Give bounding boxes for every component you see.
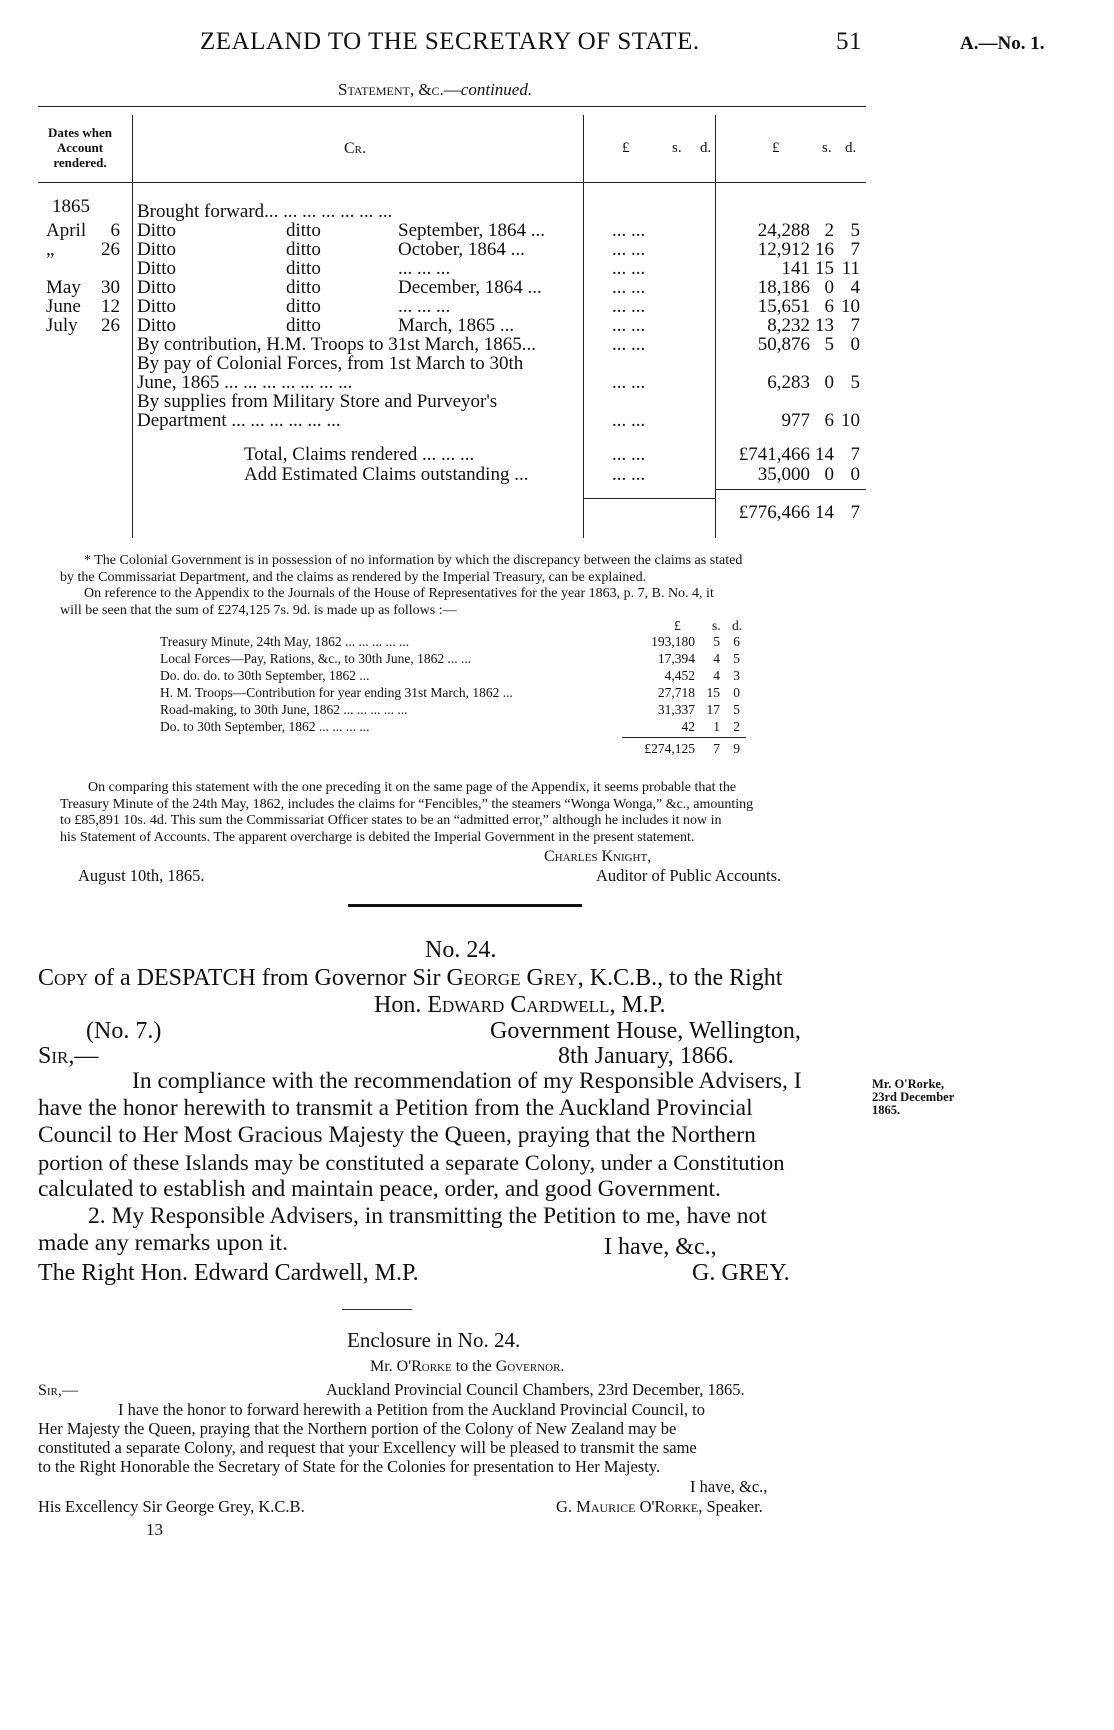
- breakdown-pounds: 4,452: [664, 668, 695, 683]
- enclosure-from-governor: Governor.: [495, 1358, 565, 1375]
- statement-row: [0, 410, 1114, 430]
- row-item-ditto: ditto: [286, 220, 321, 241]
- despatch-line-2: have the honor herewith to transmit a Petition from the Auckland Provincial: [38, 1095, 753, 1121]
- despatch-signature: G. GREY.: [692, 1260, 790, 1286]
- despatch-title-to: , K.C.B., to the Right: [577, 965, 783, 991]
- despatch-closing: I have, &c.,: [604, 1234, 717, 1260]
- footnote-star-l1: * The Colonial Government is in possession of no information by which the discrepancy between the claims as stated: [84, 553, 743, 568]
- row-shillings: 0: [824, 277, 834, 298]
- despatch-salutation: Sir,—: [38, 1043, 99, 1069]
- row-pounds: 141: [781, 258, 810, 279]
- estimated-row: [0, 464, 1114, 484]
- row-mid: ... ...: [612, 410, 646, 431]
- grand-total-rule: [716, 489, 866, 490]
- despatch-place: Government House, Wellington,: [490, 1018, 801, 1044]
- total-pence: 7: [850, 444, 860, 465]
- row-shillings: 0: [824, 372, 834, 393]
- despatch-no: (No. 7.): [86, 1018, 162, 1044]
- running-header-title: ZEALAND TO THE SECRETARY OF STATE.: [200, 28, 700, 55]
- enclosure-from: [370, 1358, 564, 1376]
- margin-note-l1: Mr. O'Rorke,: [872, 1077, 945, 1091]
- grand-total-row: [0, 502, 1114, 522]
- despatch-title-from: of a DESPATCH from Governor Sir: [88, 965, 447, 991]
- despatch-number: No. 24.: [425, 937, 497, 963]
- enclosure-separator: [342, 1309, 412, 1310]
- sheet-number: 13: [146, 1520, 163, 1539]
- enclosure-from-to: to the: [451, 1358, 496, 1375]
- row-pounds: 18,186: [757, 277, 810, 298]
- row-mid: ... ...: [612, 239, 646, 260]
- row-item: Ditto: [137, 220, 177, 241]
- row-item-ditto: ditto: [286, 239, 321, 260]
- despatch-copy: Copy: [38, 965, 89, 991]
- total-row: [0, 444, 1114, 464]
- col-header-dates-l1: Dates when: [48, 125, 112, 140]
- auditor-name: Charles Knight,: [544, 848, 652, 865]
- row-date-day: 26: [101, 315, 120, 336]
- breakdown-pence: 2: [733, 719, 740, 734]
- despatch-date: 8th January, 1866.: [558, 1043, 734, 1069]
- row-date-day: 6: [110, 220, 120, 241]
- col-header-shilling-2: s.: [822, 140, 832, 156]
- row-shillings: 15: [815, 258, 834, 279]
- despatch-addressee: The Right Hon. Edward Cardwell, M.P.: [38, 1260, 419, 1286]
- despatch-line-5: calculated to establish and maintain peace, order, and good Government.: [38, 1176, 721, 1202]
- despatch-governor-name: George Grey: [446, 965, 578, 991]
- row-item-period: December, 1864 ...: [398, 277, 542, 298]
- row-shillings: 5: [824, 334, 834, 355]
- despatch-body: [38, 1068, 866, 1257]
- auditor-date: August 10th, 1865.: [78, 866, 205, 885]
- grand-total-rule-mid: [584, 498, 715, 499]
- breakdown-pounds: 31,337: [657, 702, 695, 717]
- statement-title: [338, 80, 532, 100]
- comparison-paragraph: [60, 780, 878, 846]
- col-header-pound-2: £: [772, 140, 780, 156]
- statement-row: [0, 296, 1114, 316]
- breakdown-total-row: [0, 741, 1114, 761]
- statement-year: 1865: [52, 196, 90, 217]
- row-mid: ... ...: [612, 334, 646, 355]
- footnote-ref-l1: On reference to the Appendix to the Journals of the House of Representatives for the year 1863, p. 7, B. No. 4, it: [84, 586, 714, 601]
- breakdown-pence: 3: [733, 668, 740, 683]
- despatch-line-3: Council to Her Most Gracious Majesty the Queen, praying that the Northern: [38, 1122, 756, 1148]
- breakdown-header-pound: £: [674, 618, 681, 633]
- auditor-title: Auditor of Public Accounts.: [596, 866, 782, 885]
- comparison-line-4: his Statement of Accounts. The apparent overcharge is debited the Imperial Government in the present statement.: [60, 829, 695, 845]
- breakdown-total-rule: [622, 737, 746, 738]
- statement-title-continued: continued.: [460, 80, 533, 99]
- grand-total-pounds: £776,466: [738, 502, 810, 523]
- breakdown-label: Do. do. do. to 30th September, 1862 ...: [160, 668, 370, 683]
- breakdown-total-shillings: 7: [713, 741, 720, 756]
- margin-note-l3: 1865.: [872, 1103, 901, 1117]
- despatch-hon: Hon.: [374, 992, 428, 1018]
- statement-row: [0, 315, 1114, 335]
- row-shillings: 6: [824, 296, 834, 317]
- statement-row: [0, 353, 1114, 373]
- footnote-star-l2: by the Commissariat Department, and the claims as rendered by the Imperial Treasury, can be explained.: [60, 569, 647, 585]
- row-date-month: May: [46, 277, 81, 298]
- row-date-month: „: [46, 239, 55, 260]
- estimated-shillings: 0: [824, 464, 834, 485]
- row-item: Brought forward... ... ... ... ... ... ...: [137, 201, 393, 222]
- statement-row: [0, 258, 1114, 278]
- enclosure-signature: [556, 1497, 763, 1517]
- enclosure-line-4: to the Right Honorable the Secretary of State for the Colonies for presentation to Her Majesty.: [38, 1457, 661, 1476]
- breakdown-pence: 0: [733, 685, 740, 700]
- table-top-rule: [38, 106, 866, 107]
- row-pence: 5: [850, 220, 860, 241]
- total-pounds: £741,466: [738, 444, 810, 465]
- row-item-ditto: ditto: [286, 277, 321, 298]
- row-item: Ditto: [137, 258, 177, 279]
- estimated-pence: 0: [850, 464, 860, 485]
- breakdown-pence: 5: [733, 651, 740, 666]
- row-item: June, 1865 ... ... ... ... ... ... ...: [137, 372, 353, 393]
- enclosure-line-2: Her Majesty the Queen, praying that the Northern portion of the Colony of New Zealand may be: [38, 1419, 677, 1438]
- breakdown-pence: 5: [733, 702, 740, 717]
- row-item: Ditto: [137, 315, 177, 336]
- despatch-line-4: portion of these Islands may be constituted a separate Colony, under a Constitution: [38, 1150, 785, 1175]
- col-header-shilling-1: s.: [672, 140, 682, 156]
- enclosure-body: [38, 1400, 868, 1476]
- despatch-line-6: 2. My Responsible Advisers, in transmitting the Petition to me, have not: [88, 1203, 767, 1229]
- row-pence: 7: [850, 239, 860, 260]
- row-shillings: 2: [824, 220, 834, 241]
- table-header-rule: [38, 182, 866, 183]
- breakdown-pounds: 17,394: [657, 651, 695, 666]
- breakdown-shillings: 5: [713, 634, 720, 649]
- comparison-line-2: Treasury Minute of the 24th May, 1862, includes the claims for “Fencibles,” the steamers “Wonga Wonga,” &c., amounting: [60, 796, 754, 812]
- despatch-line-1: In compliance with the recommendation of my Responsible Advisers, I: [132, 1068, 802, 1094]
- col-header-pound-1: £: [622, 140, 630, 156]
- row-shillings: 6: [824, 410, 834, 431]
- despatch-title-line-2: [374, 992, 665, 1019]
- enclosure-line-3: constituted a separate Colony, and request that your Excellency will be pleased to transmit the same: [38, 1438, 697, 1457]
- row-item: By pay of Colonial Forces, from 1st March to 30th: [137, 353, 524, 374]
- grand-total-pence: 7: [850, 502, 860, 523]
- col-header-dates-l3: rendered.: [53, 155, 107, 170]
- total-mid: ... ...: [612, 444, 646, 465]
- row-item: By contribution, H.M. Troops to 31st March, 1865...: [137, 334, 537, 355]
- enclosure-salutation: Sir,—: [38, 1382, 78, 1399]
- enclosure-addressee: His Excellency Sir George Grey, K.C.B.: [38, 1497, 305, 1516]
- row-pounds: 15,651: [757, 296, 810, 317]
- total-shillings: 14: [815, 444, 834, 465]
- breakdown-shillings: 4: [713, 651, 720, 666]
- statement-row: [0, 220, 1114, 240]
- row-pounds: 977: [781, 410, 810, 431]
- row-item-period: March, 1865 ...: [398, 315, 515, 336]
- comparison-line-1: On comparing this statement with the one preceding it on the same page of the Appendix, it seems probable that the: [88, 780, 737, 795]
- col-header-cr: Cr.: [344, 140, 367, 157]
- breakdown-shillings: 1: [713, 719, 720, 734]
- row-date-month: April: [46, 220, 87, 241]
- breakdown-pounds: 27,718: [657, 685, 695, 700]
- row-item: By supplies from Military Store and Purveyor's: [137, 391, 498, 412]
- row-date-month: July: [46, 315, 78, 336]
- enclosure-line-1: I have the honor to forward herewith a Petition from the Auckland Provincial Council, to: [118, 1400, 705, 1419]
- row-pounds: 50,876: [757, 334, 810, 355]
- breakdown-header-shilling: s.: [712, 618, 721, 633]
- statement-row: [0, 391, 1114, 411]
- row-pence: 11: [841, 258, 860, 279]
- enclosure-title: Enclosure in No. 24.: [347, 1328, 521, 1352]
- row-item-ditto: ditto: [286, 296, 321, 317]
- row-pounds: 24,288: [757, 220, 810, 241]
- breakdown-shillings: 15: [706, 685, 720, 700]
- margin-note-l2: 23rd December: [872, 1090, 955, 1104]
- enclosure-from-name: O'Rorke: [396, 1358, 452, 1375]
- statement-row: [0, 372, 1114, 392]
- row-item-period: October, 1864 ...: [398, 239, 525, 260]
- enclosure-sign-title: , Speaker.: [698, 1497, 763, 1516]
- breakdown-row: [0, 719, 1114, 739]
- row-shillings: 16: [815, 239, 834, 260]
- row-pence: 10: [841, 296, 860, 317]
- row-pence: 4: [850, 277, 860, 298]
- breakdown-pence: 6: [733, 634, 740, 649]
- estimated-pounds: 35,000: [757, 464, 810, 485]
- breakdown-label: Do. to 30th September, 1862 ... ... ... ...: [160, 719, 370, 734]
- breakdown-label: Road-making, to 30th June, 1862 ... ... ... ... ...: [160, 702, 408, 717]
- row-item-period: ... ... ...: [398, 296, 451, 317]
- breakdown-total-pounds: £274,125: [644, 741, 695, 756]
- statement-row: [0, 239, 1114, 259]
- row-item-period: ... ... ...: [398, 258, 451, 279]
- breakdown-pounds: 42: [681, 719, 695, 734]
- row-mid: ... ...: [612, 220, 646, 241]
- row-pence: 0: [850, 334, 860, 355]
- row-pence: 5: [850, 372, 860, 393]
- row-date-day: 26: [101, 239, 120, 260]
- document-reference: A.—No. 1.: [960, 33, 1045, 54]
- row-item-ditto: ditto: [286, 258, 321, 279]
- row-date-day: 30: [101, 277, 120, 298]
- row-mid: ... ...: [612, 315, 646, 336]
- estimated-label: Add Estimated Claims outstanding ...: [244, 464, 529, 485]
- despatch-line-7: made any remarks upon it.: [38, 1230, 288, 1256]
- estimated-mid: ... ...: [612, 464, 646, 485]
- footnote-ref-l2: will be seen that the sum of £274,125 7s. 9d. is made up as follows :—: [60, 602, 457, 618]
- row-mid: ... ...: [612, 372, 646, 393]
- statement-row: [0, 334, 1114, 354]
- statement-row: [0, 277, 1114, 297]
- col-header-pence-2: d.: [845, 140, 857, 156]
- row-date-month: June: [46, 296, 81, 317]
- row-pence: 7: [850, 315, 860, 336]
- despatch-recipient-name: Edward Cardwell: [427, 992, 610, 1018]
- breakdown-label: H. M. Troops—Contribution for year ending 31st March, 1862 ...: [160, 685, 513, 700]
- enclosure-from-mr: Mr.: [370, 1358, 397, 1375]
- footnote-block: [60, 553, 870, 619]
- row-item-ditto: ditto: [286, 315, 321, 336]
- statement-title-main: Statement, &c.—: [338, 80, 461, 99]
- row-item-period: September, 1864 ...: [398, 220, 545, 241]
- row-item: Ditto: [137, 296, 177, 317]
- row-item: Ditto: [137, 277, 177, 298]
- breakdown-total-pence: 9: [733, 741, 740, 756]
- row-mid: ... ...: [612, 258, 646, 279]
- row-item: Department ... ... ... ... ... ...: [137, 410, 341, 431]
- despatch-recipient-mp: , M.P.: [609, 992, 666, 1018]
- breakdown-shillings: 17: [706, 702, 720, 717]
- row-pounds: 6,283: [767, 372, 810, 393]
- col-header-dates: [40, 125, 120, 170]
- enclosure-sign-name: Maurice O'Rorke: [576, 1497, 699, 1516]
- row-date-day: 12: [101, 296, 120, 317]
- enclosure-place-date: Auckland Provincial Council Chambers, 23rd December, 1865.: [326, 1380, 745, 1399]
- section-separator: [348, 904, 582, 907]
- enclosure-closing: I have, &c.,: [690, 1477, 768, 1496]
- row-mid: ... ...: [612, 296, 646, 317]
- page-number: 51: [836, 28, 862, 55]
- despatch-title-line-1: [38, 965, 782, 992]
- breakdown-shillings: 4: [713, 668, 720, 683]
- col-header-pence-1: d.: [700, 140, 712, 156]
- despatch-margin-note: [872, 1078, 954, 1117]
- row-shillings: 13: [815, 315, 834, 336]
- row-pence: 10: [841, 410, 860, 431]
- breakdown-header-pence: d.: [732, 618, 743, 633]
- breakdown-label: Local Forces—Pay, Rations, &c., to 30th June, 1862 ... ...: [160, 651, 472, 666]
- total-label: Total, Claims rendered ... ... ...: [244, 444, 475, 465]
- breakdown-pounds: 193,180: [651, 634, 695, 649]
- enclosure-sign-initial: G.: [556, 1497, 577, 1516]
- comparison-line-3: to £85,891 10s. 4d. This sum the Commissariat Officer states to be an “admitted error,” although he includes it now in: [60, 813, 722, 828]
- row-pounds: 8,232: [767, 315, 810, 336]
- breakdown-label: Treasury Minute, 24th May, 1862 ... ... ... ... ...: [160, 634, 410, 649]
- row-pounds: 12,912: [757, 239, 810, 260]
- row-mid: ... ...: [612, 277, 646, 298]
- statement-row: [0, 201, 1114, 221]
- row-item: Ditto: [137, 239, 177, 260]
- grand-total-shillings: 14: [815, 502, 834, 523]
- col-header-dates-l2: Account: [56, 140, 104, 155]
